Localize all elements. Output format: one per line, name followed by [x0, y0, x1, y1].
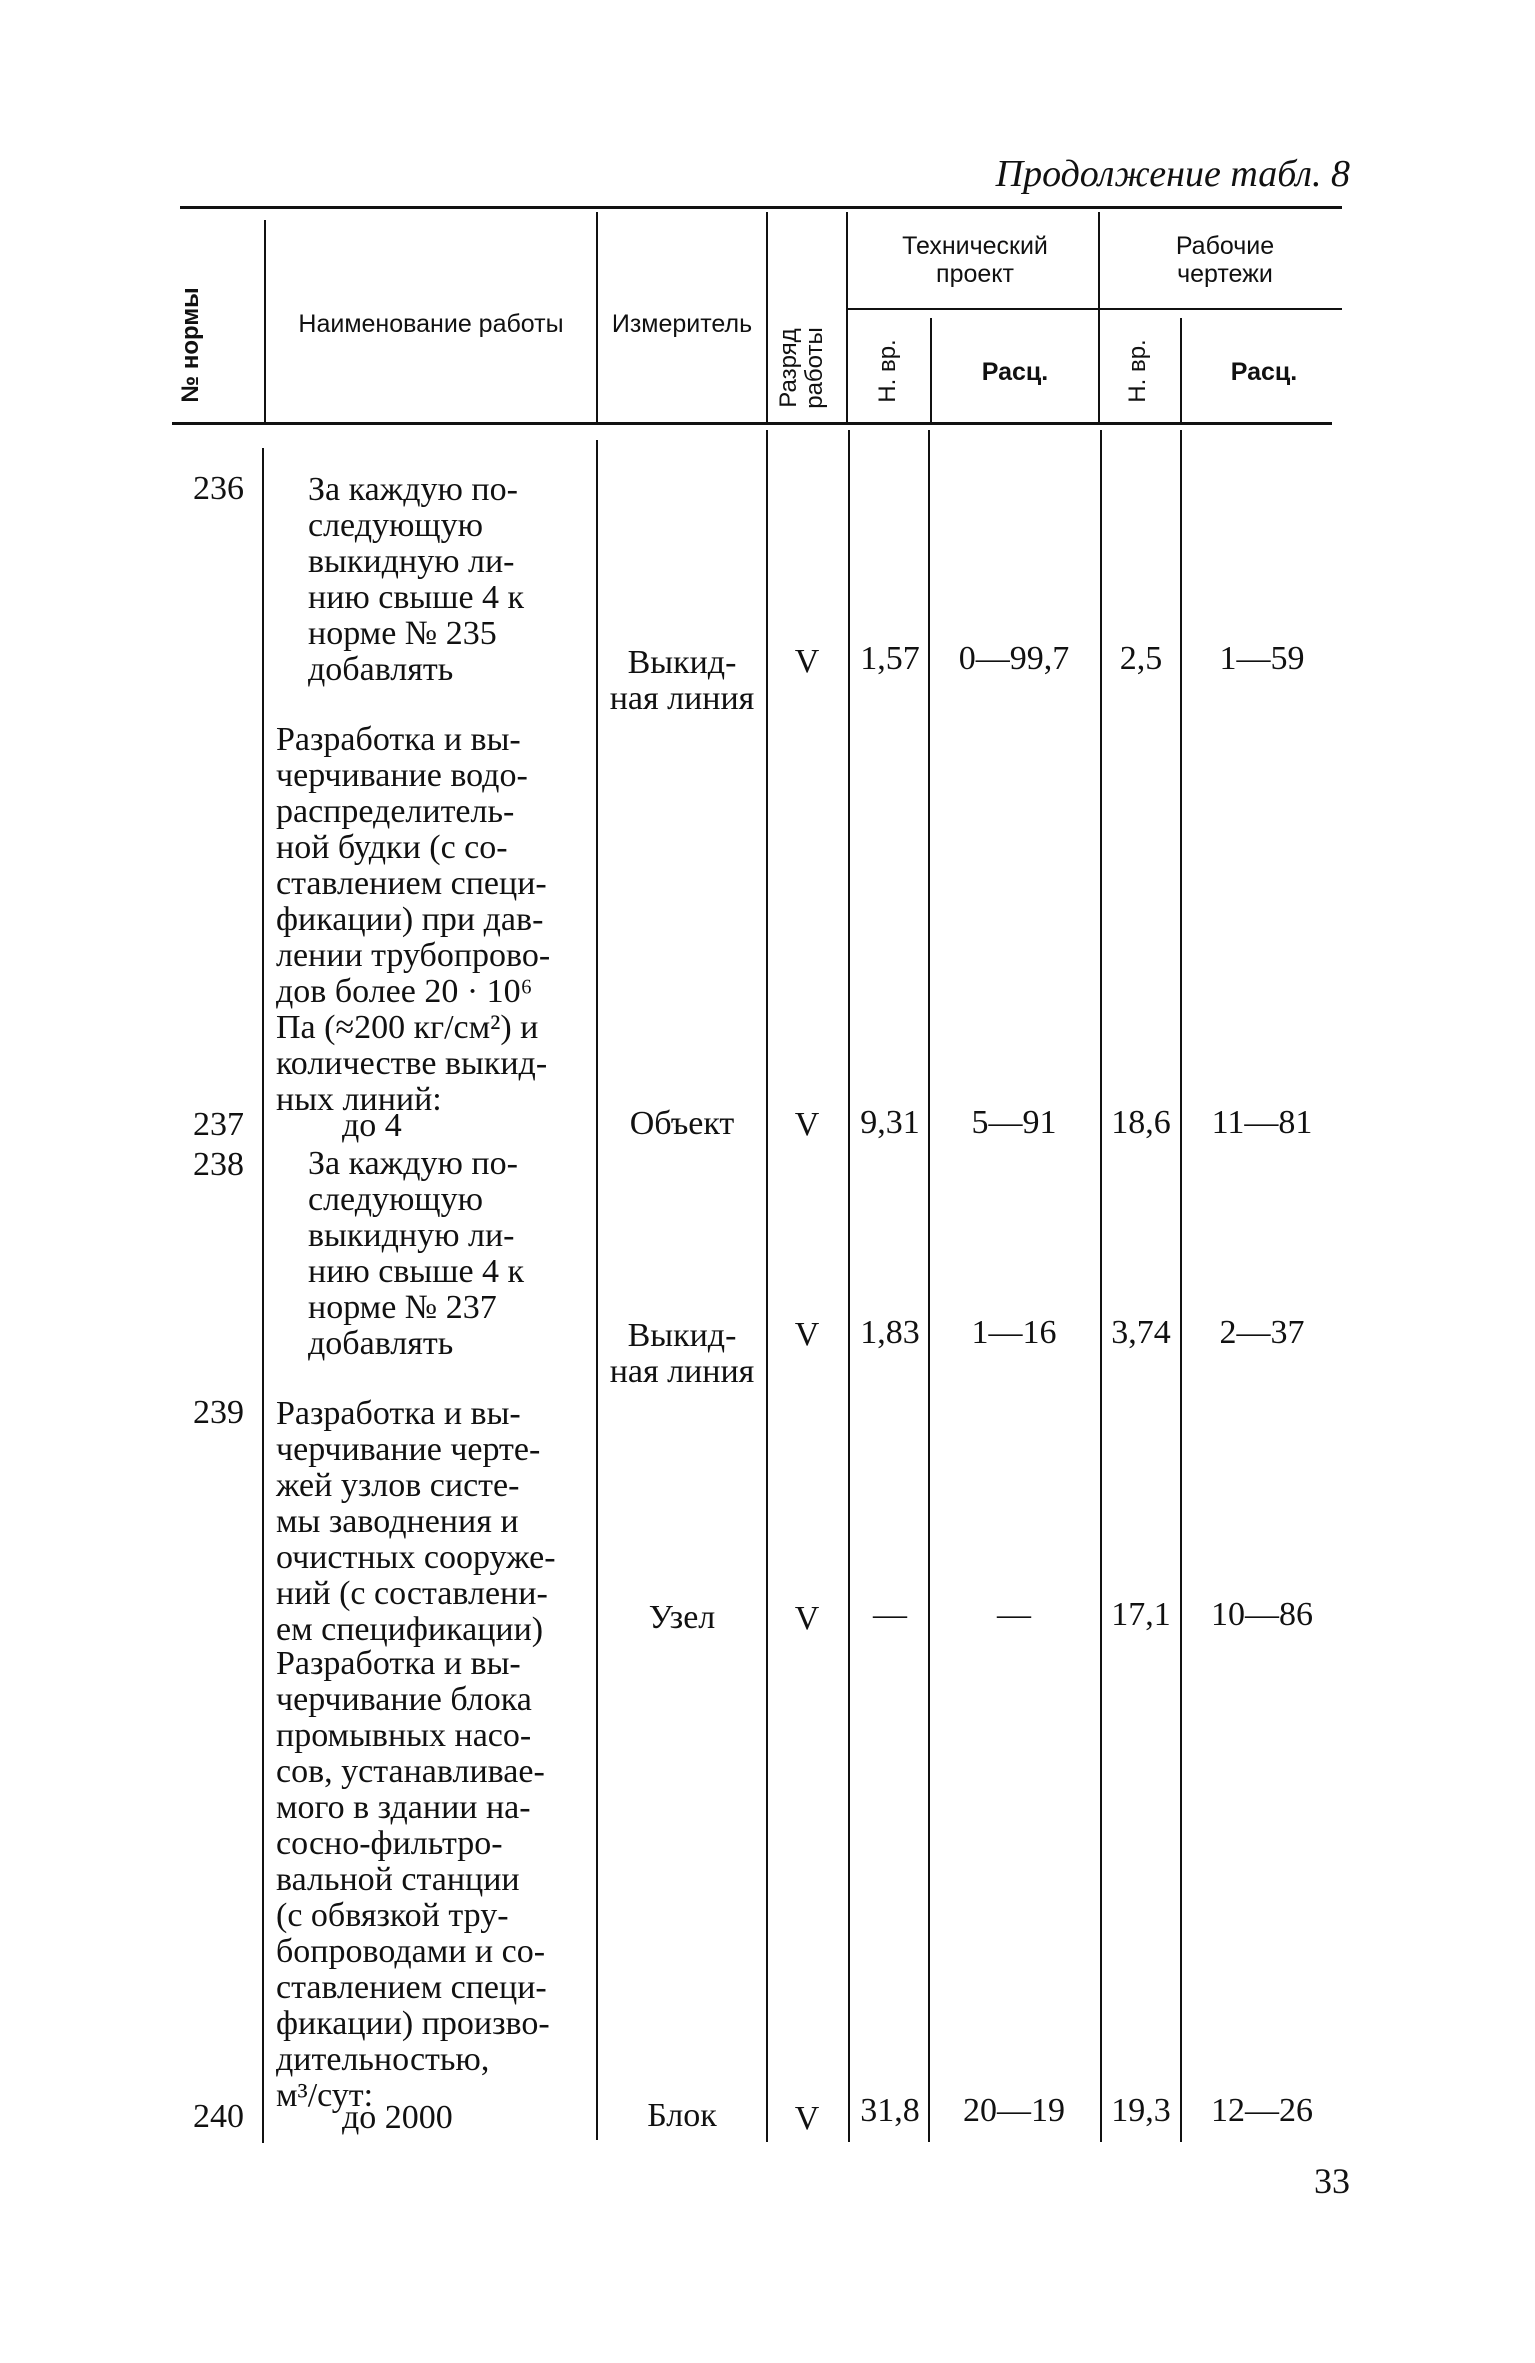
col-sep-7-head [1180, 318, 1182, 422]
tp-time-cell: 1,83 [860, 1314, 920, 1351]
header-wd-time: Н. вр. [1124, 339, 1151, 403]
wd-rate-cell: 2—37 [1219, 1314, 1305, 1351]
work-description: до 2000 [342, 2099, 453, 2136]
header-sub-rule [848, 308, 1342, 310]
work-description: до 4 [342, 1107, 402, 1144]
tp-rate-cell: 5—91 [971, 1104, 1057, 1141]
unit-cell: Выкид- ная линия [609, 1317, 755, 1390]
tp-time-cell: 31,8 [860, 2092, 920, 2129]
header-work-name: Наименование работы [298, 310, 564, 338]
norm-number: 236 [193, 470, 244, 507]
col-sep-7 [1180, 430, 1182, 2142]
tp-time-cell: 9,31 [860, 1104, 920, 1141]
work-description: Разработка и вы- черчивание водо- распределитель- ной будки (с со- ставлением специ- фикации) при дав- лении трубопрово- дов более 20 · 10⁶ Па (≈200 кг/см²) и количестве выкид- ных линий: [276, 721, 551, 1118]
header-bottom-rule [172, 422, 1332, 425]
unit-cell: Узел [648, 1599, 716, 1636]
rank-cell: V [794, 1106, 820, 1143]
wd-time-cell: 3,74 [1111, 1314, 1171, 1351]
header-working-drawings: Рабочие чертежи [1175, 232, 1275, 288]
col-sep-4-head [846, 212, 848, 422]
wd-time-cell: 19,3 [1111, 2092, 1171, 2129]
rank-cell: V [794, 1316, 820, 1353]
wd-time-cell: 18,6 [1111, 1104, 1171, 1141]
work-description: За каждую по- следующую выкидную ли- нию свыше 4 к норме № 235 добавлять [308, 471, 525, 688]
wd-rate-cell: 11—81 [1211, 1104, 1313, 1141]
tp-rate-cell: — [997, 1596, 1031, 1633]
wd-time-cell: 17,1 [1111, 1596, 1171, 1633]
work-description: Разработка и вы- черчивание черте- жей узлов систе- мы заводнения и очистных сооруже- ний (с составлени- ем спецификации) [276, 1395, 556, 1648]
header-unit: Измеритель [611, 310, 753, 338]
tp-rate-cell: 20—19 [963, 2092, 1065, 2129]
header-rank: Разряд работы [775, 327, 828, 409]
header-tech-project: Технический проект [902, 232, 1048, 288]
wd-rate-cell: 1—59 [1219, 640, 1305, 677]
rank-cell: V [794, 643, 820, 680]
header-tp-rate: Расц. [981, 358, 1049, 386]
rank-cell: V [794, 1600, 820, 1637]
continuation-title: Продолжение табл. 8 [995, 153, 1350, 195]
header-wd-rate: Расц. [1230, 358, 1298, 386]
page-number: 33 [1314, 2161, 1350, 2201]
work-description: Разработка и вы- черчивание блока промывных насо- сов, устанавливае- мого в здании на- сосно-фильтро- вальной станции (с обвязкой тру- бопроводами и со- ставлением специ- фикации) произво- дительностью, м³/сут: [276, 1645, 550, 2114]
header-tp-time: Н. вр. [874, 339, 901, 403]
unit-cell: Выкид- ная линия [609, 644, 755, 717]
col-sep-4 [848, 430, 850, 2142]
unit-cell: Объект [629, 1105, 735, 1142]
wd-rate-cell: 10—86 [1211, 1596, 1313, 1633]
col-sep-1 [262, 448, 264, 2143]
work-description: За каждую по- следующую выкидную ли- нию свыше 4 к норме № 237 добавлять [308, 1145, 525, 1362]
col-sep-3-head [766, 212, 768, 422]
header-top-rule [180, 206, 1342, 209]
tp-rate-cell: 1—16 [971, 1314, 1057, 1351]
col-sep-6-head [1098, 212, 1100, 422]
norm-number: 238 [193, 1146, 244, 1183]
tp-time-cell: 1,57 [860, 640, 920, 677]
tp-rate-cell: 0—99,7 [958, 640, 1070, 677]
col-sep-5 [928, 430, 930, 2142]
norm-number: 237 [193, 1106, 244, 1143]
norm-number: 239 [193, 1394, 244, 1431]
unit-cell: Блок [647, 2097, 717, 2134]
wd-rate-cell: 12—26 [1211, 2092, 1313, 2129]
col-sep-6 [1100, 430, 1102, 2142]
col-sep-1-head [264, 220, 266, 422]
header-norm-no: № нормы [177, 287, 204, 403]
col-sep-3 [766, 430, 768, 2142]
rank-cell: V [794, 2100, 820, 2137]
wd-time-cell: 2,5 [1119, 640, 1163, 677]
norm-number: 240 [193, 2098, 244, 2135]
tp-time-cell: — [873, 1596, 907, 1633]
